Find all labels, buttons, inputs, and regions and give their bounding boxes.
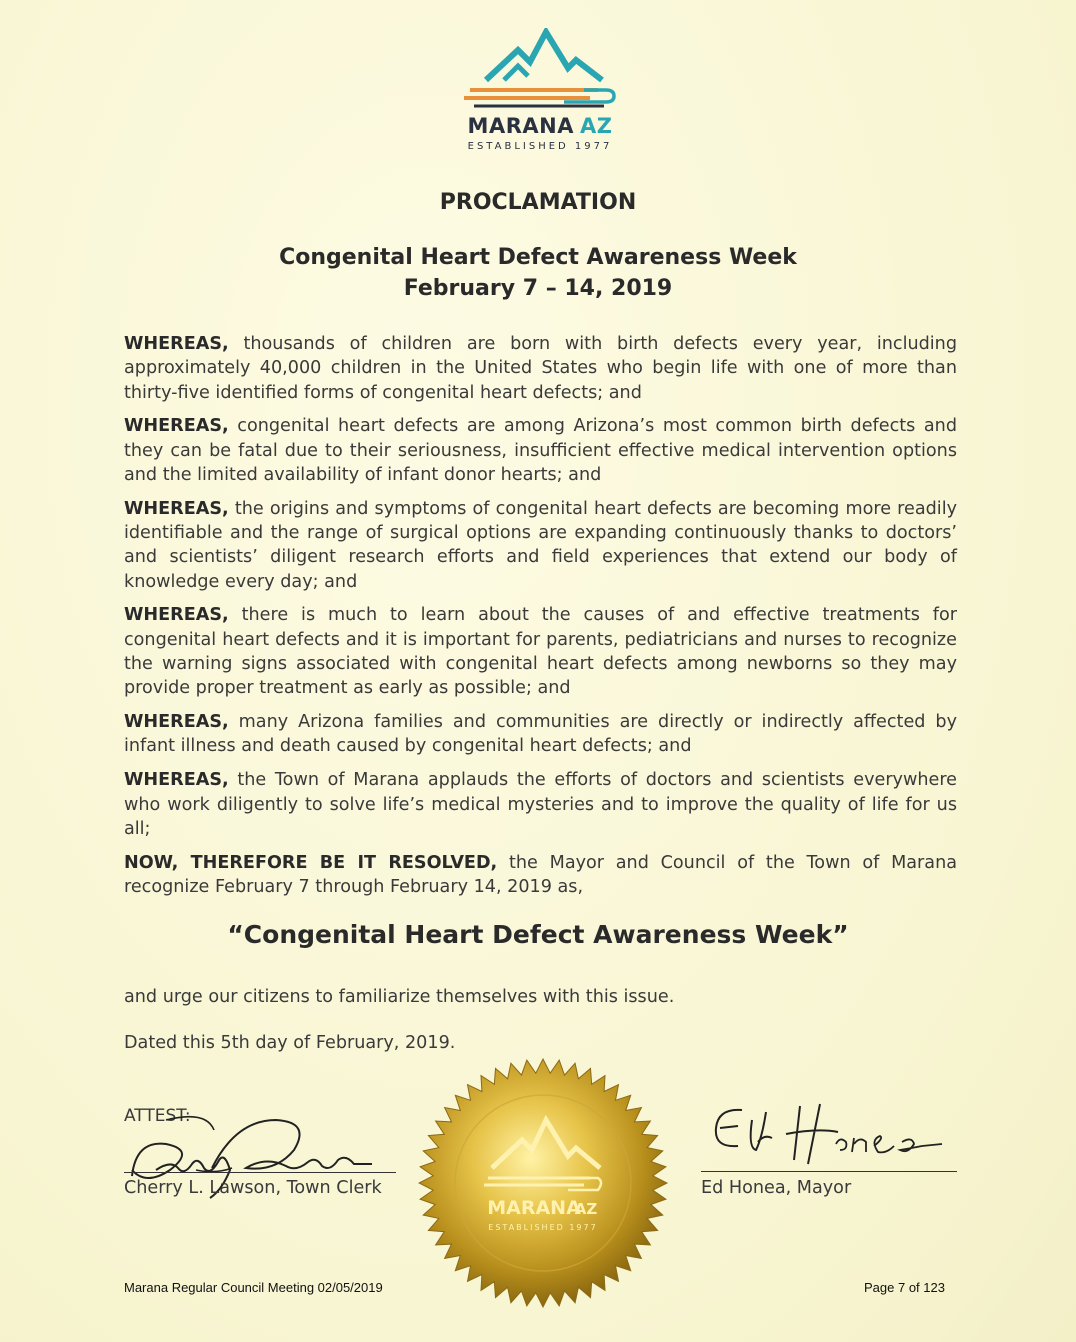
whereas-paragraph: WHEREAS, congenital heart defects are among Arizona’s most common birth defects and they can be fatal due to their seriousness, insufficient effective medical intervention options and the limited availability of infant donor hearts; and: [124, 416, 957, 485]
page-title: PROCLAMATION: [439, 190, 637, 215]
whereas-paragraph: WHEREAS, the origins and symptoms of congenital heart defects are becoming more readily identifiable and the range of surgical options are expanding continuously thanks to doctors’ and scientists’ diligent research efforts and field experiences that extend our body of knowledge every day; and: [124, 498, 957, 592]
attest-label: ATTEST:: [124, 1106, 191, 1126]
logo-wordmark: MARANA AZ: [467, 114, 613, 138]
proclamation-body: [124, 332, 957, 909]
whereas-paragraph: WHEREAS, thousands of children are born with birth defects every year, including approximately 40,000 children in the United States who begin life with one of more than thirty-five identified forms of congenital heart defects; and: [124, 334, 957, 403]
subtitle-dates: February 7 – 14, 2019: [403, 276, 673, 301]
dated-text: Dated this 5th day of February, 2019.: [124, 1033, 456, 1053]
seal-name: MARANA: [487, 1197, 581, 1219]
whereas-paragraph: WHEREAS, many Arizona families and communities are directly or indirectly affected by infant illness and death caused by congenital heart defects; and: [124, 712, 957, 757]
mayor-name: Ed Honea, Mayor: [701, 1178, 852, 1198]
gold-seal: [418, 1058, 668, 1308]
whereas-paragraph: WHEREAS, there is much to learn about the causes of and effective treatments for congenital heart defects and it is important for parents, pediatricians and nurses to recognize the warning signs associated with congenital heart defects among newborns so they may provide proper treatment as early as possible; and: [124, 605, 957, 699]
footer-meeting: Marana Regular Council Meeting 02/05/2019: [124, 1280, 383, 1295]
mayor-signature-line: [701, 1171, 957, 1172]
whereas-paragraph: WHEREAS, the Town of Marana applauds the efforts of doctors and scientists everywhere who work diligently to solve life’s medical mysteries and to improve the quality of life for us all;: [124, 770, 957, 839]
mayor-signature: [708, 1098, 948, 1170]
seal-state: AZ: [574, 1200, 598, 1218]
clerk-name: Cherry L. Lawson, Town Clerk: [124, 1178, 382, 1198]
mountain-logo-icon: [464, 28, 616, 110]
page-subtitle: [0, 242, 1076, 304]
resolved-paragraph: NOW, THEREFORE BE IT RESOLVED, the Mayor and Council of the Town of Marana recognize February 7 through February 14, 2019 as,: [124, 852, 957, 897]
seal-established: ESTABLISHED 1977: [488, 1223, 598, 1232]
footer-page-number: Page 7 of 123: [864, 1280, 945, 1295]
logo-established: ESTABLISHED 1977: [467, 141, 613, 152]
subtitle-event: Congenital Heart Defect Awareness Week: [279, 245, 797, 270]
marana-logo: [460, 28, 620, 158]
urge-text: and urge our citizens to familiarize themselves with this issue.: [124, 987, 675, 1007]
proclaimed-title: “Congenital Heart Defect Awareness Week”: [227, 920, 849, 949]
clerk-signature-line: [124, 1172, 396, 1173]
